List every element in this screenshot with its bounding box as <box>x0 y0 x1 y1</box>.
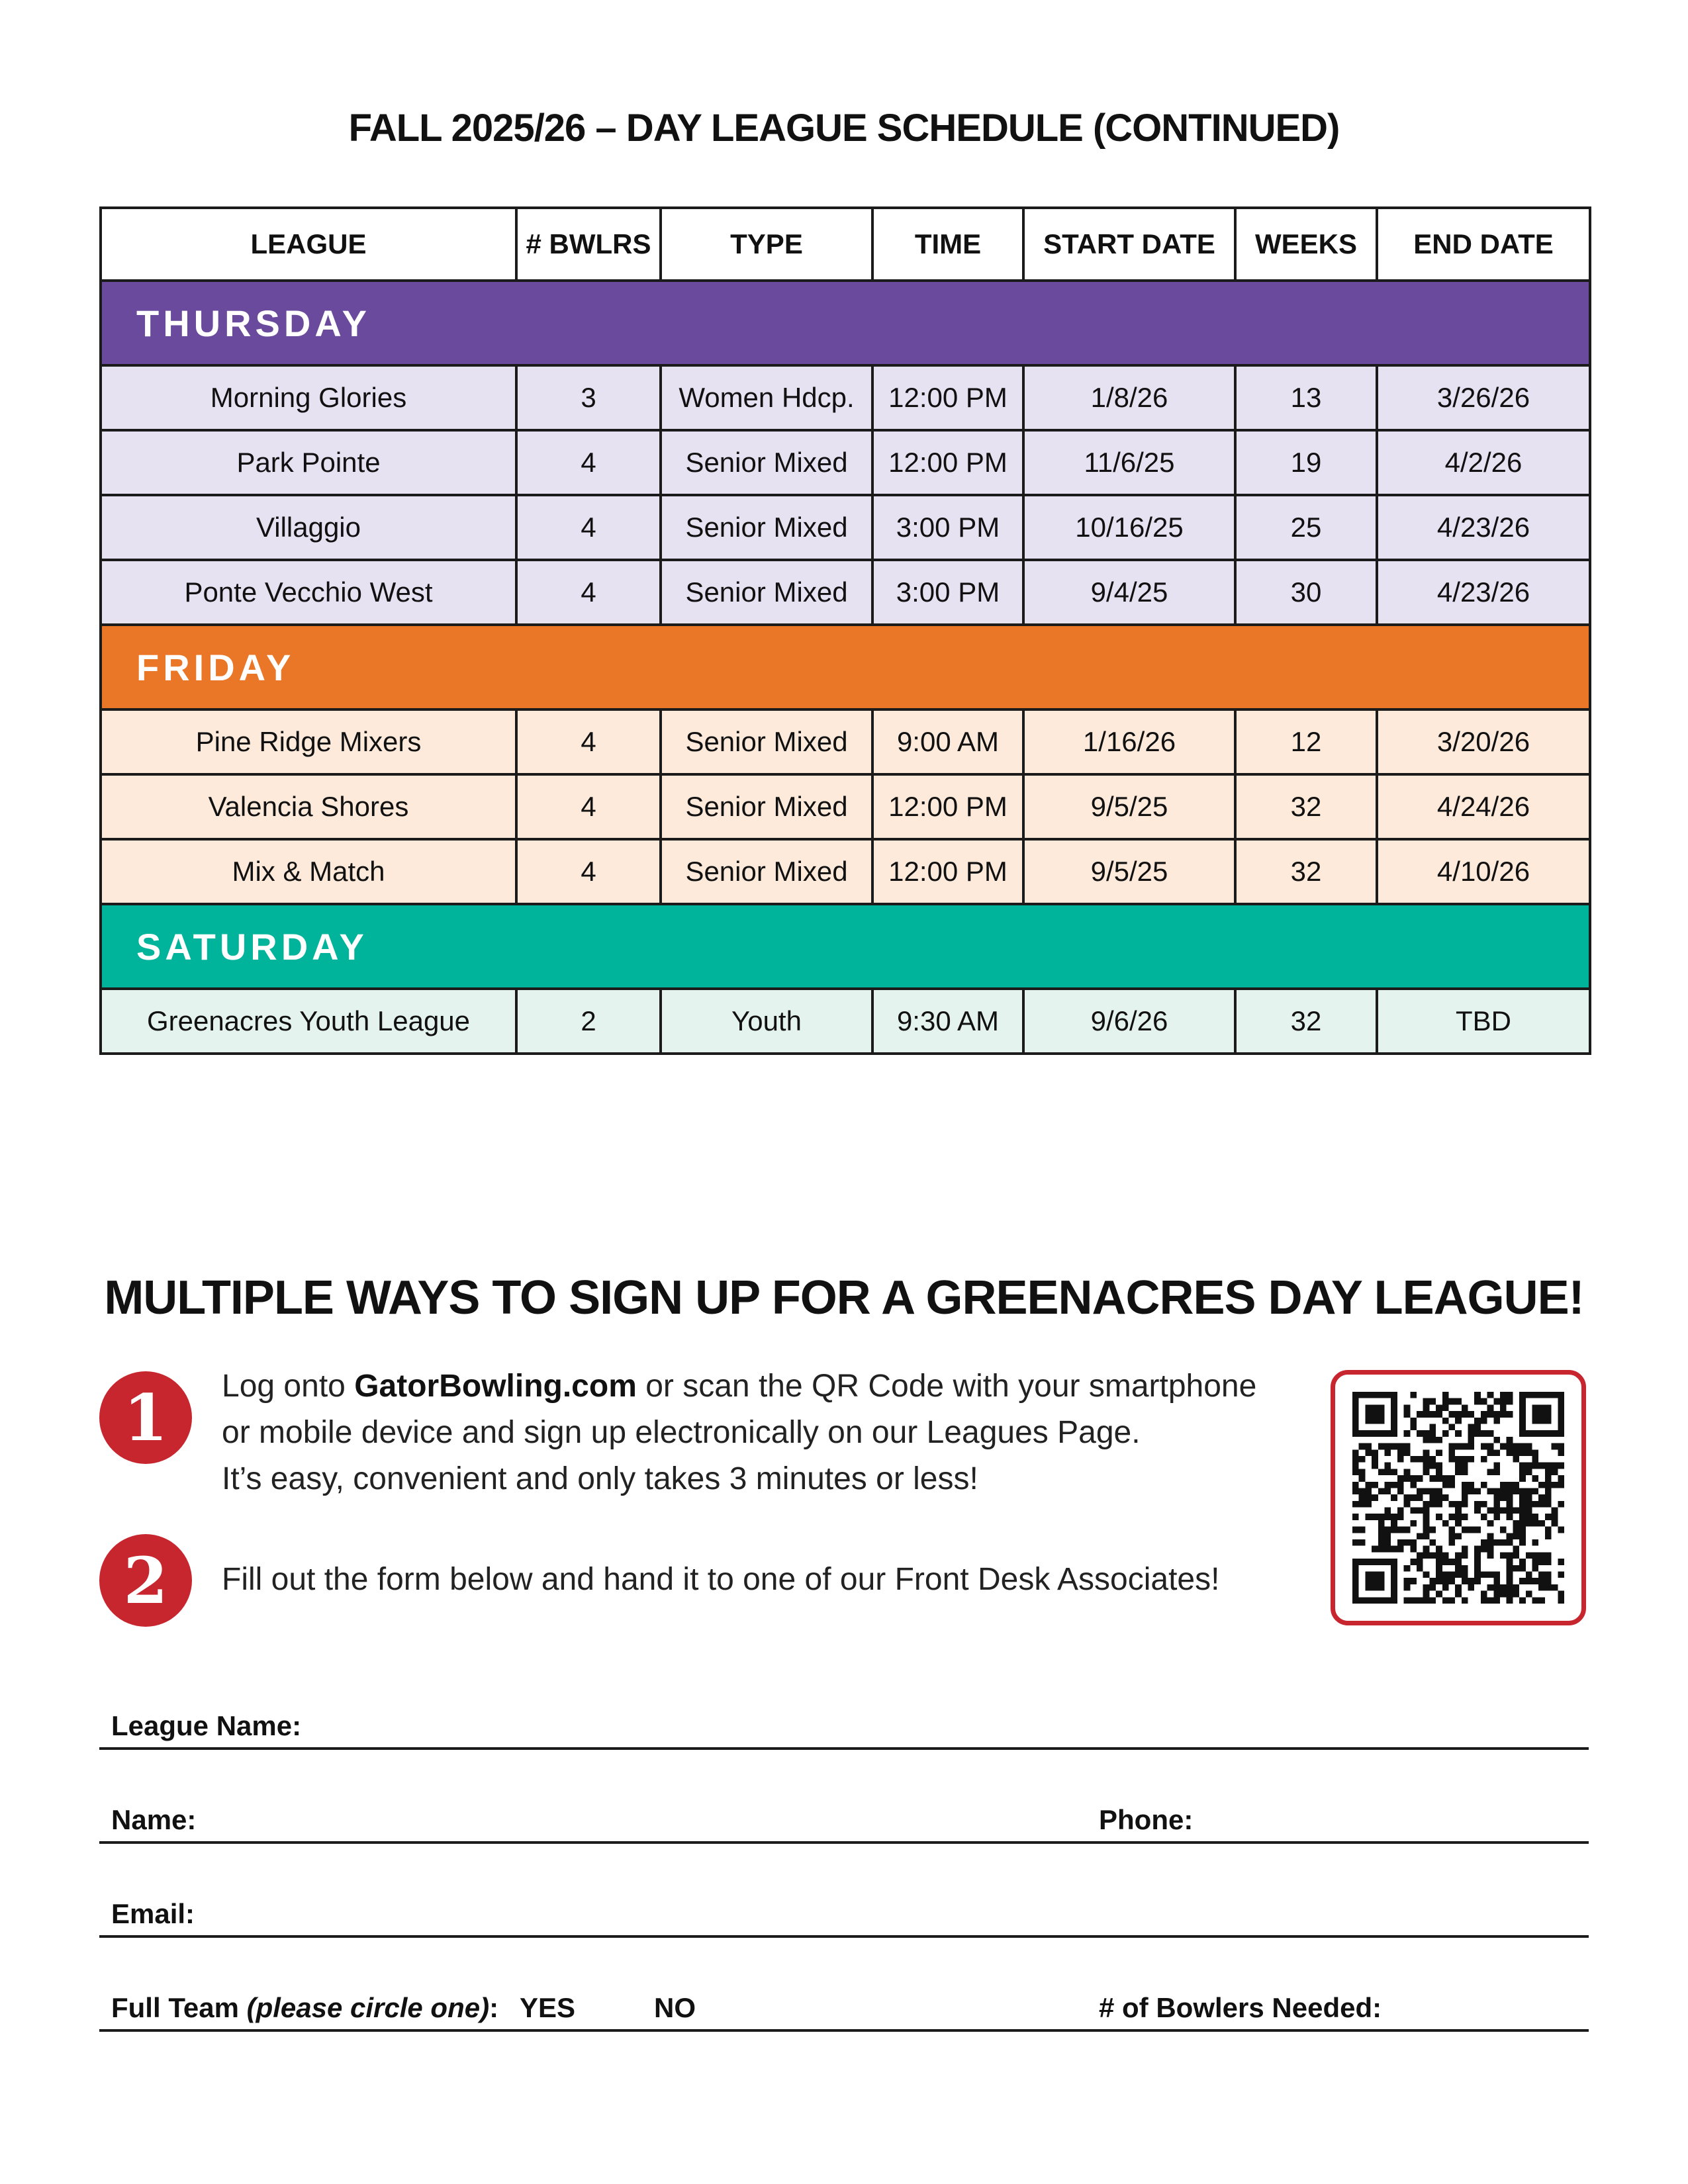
end-date-cell: 4/23/26 <box>1377 495 1590 560</box>
table-row <box>101 365 1590 430</box>
end-date-cell: 4/24/26 <box>1377 774 1590 839</box>
yes-option[interactable]: YES <box>520 1992 576 2023</box>
qr-code-icon <box>1352 1392 1564 1604</box>
bowlers-cell: 4 <box>516 839 661 904</box>
bowlers-cell: 4 <box>516 709 661 774</box>
step-1-text <box>222 1363 1256 1502</box>
end-date-cell: 3/26/26 <box>1377 365 1590 430</box>
col-header-weeks: WEEKS <box>1235 208 1377 281</box>
weeks-cell: 30 <box>1235 560 1377 625</box>
weeks-cell: 32 <box>1235 774 1377 839</box>
qr-code[interactable] <box>1331 1370 1586 1625</box>
end-date-cell: 3/20/26 <box>1377 709 1590 774</box>
bowlers-cell: 4 <box>516 560 661 625</box>
time-cell: 3:00 PM <box>872 560 1023 625</box>
type-cell: Senior Mixed <box>661 839 872 904</box>
type-cell: Senior Mixed <box>661 774 872 839</box>
bowlers-cell: 4 <box>516 774 661 839</box>
col-header-type: TYPE <box>661 208 872 281</box>
league-name-label: League Name: <box>111 1710 302 1741</box>
type-cell: Senior Mixed <box>661 430 872 495</box>
time-cell: 9:00 AM <box>872 709 1023 774</box>
table-header-row <box>101 208 1590 281</box>
league-name-cell: Park Pointe <box>101 430 516 495</box>
no-option[interactable]: NO <box>654 1992 696 2023</box>
step-2-badge: 2 <box>99 1534 192 1627</box>
table-row <box>101 839 1590 904</box>
weeks-cell: 32 <box>1235 839 1377 904</box>
section-header-friday <box>101 625 1590 709</box>
step-1-line-2: or mobile device and sign up electronically on our Leagues Page. <box>222 1415 1141 1450</box>
email-field[interactable] <box>99 1935 1589 1938</box>
full-team-label: Full Team (please circle one): <box>111 1992 499 2023</box>
type-cell: Youth <box>661 989 872 1054</box>
start-date-cell: 9/4/25 <box>1023 560 1235 625</box>
step-1-line-1: Log onto GatorBowling.com or scan the QR Code with your smartphone <box>222 1369 1257 1404</box>
type-cell: Senior Mixed <box>661 495 872 560</box>
day-label: FRIDAY <box>101 625 1590 709</box>
phone-label: Phone: <box>1099 1804 1194 1835</box>
weeks-cell: 32 <box>1235 989 1377 1054</box>
league-schedule-table <box>99 206 1591 1055</box>
league-name-cell: Pine Ridge Mixers <box>101 709 516 774</box>
table-row <box>101 430 1590 495</box>
weeks-cell: 25 <box>1235 495 1377 560</box>
bowlers-needed-label: # of Bowlers Needed: <box>1099 1992 1382 2023</box>
league-name-cell: Valencia Shores <box>101 774 516 839</box>
bowlers-cell: 4 <box>516 430 661 495</box>
end-date-cell: 4/2/26 <box>1377 430 1590 495</box>
col-header-league: LEAGUE <box>101 208 516 281</box>
name-phone-field[interactable] <box>99 1841 1589 1844</box>
website-link[interactable]: GatorBowling.com <box>354 1369 637 1404</box>
table-row <box>101 560 1590 625</box>
end-date-cell: 4/10/26 <box>1377 839 1590 904</box>
time-cell: 9:30 AM <box>872 989 1023 1054</box>
time-cell: 12:00 PM <box>872 365 1023 430</box>
weeks-cell: 19 <box>1235 430 1377 495</box>
day-label: THURSDAY <box>101 281 1590 365</box>
league-name-cell: Ponte Vecchio West <box>101 560 516 625</box>
email-label: Email: <box>111 1898 195 1929</box>
step-1-line-3: It’s easy, convenient and only takes 3 minutes or less! <box>222 1461 978 1496</box>
league-name-cell: Morning Glories <box>101 365 516 430</box>
league-name-cell: Greenacres Youth League <box>101 989 516 1054</box>
time-cell: 3:00 PM <box>872 495 1023 560</box>
day-label: SATURDAY <box>101 904 1590 989</box>
bowlers-cell: 4 <box>516 495 661 560</box>
col-header-end-date: END DATE <box>1377 208 1590 281</box>
bowlers-cell: 3 <box>516 365 661 430</box>
weeks-cell: 13 <box>1235 365 1377 430</box>
col-header-time: TIME <box>872 208 1023 281</box>
page-title: FALL 2025/26 – DAY LEAGUE SCHEDULE (CONTINUED) <box>348 107 1340 150</box>
step-2-text: Fill out the form below and hand it to one of our Front Desk Associates! <box>222 1562 1220 1597</box>
time-cell: 12:00 PM <box>872 774 1023 839</box>
name-label: Name: <box>111 1804 197 1835</box>
league-name-cell: Villaggio <box>101 495 516 560</box>
start-date-cell: 9/5/25 <box>1023 774 1235 839</box>
table-row <box>101 709 1590 774</box>
section-header-saturday <box>101 904 1590 989</box>
league-name-field[interactable] <box>99 1747 1589 1750</box>
type-cell: Senior Mixed <box>661 709 872 774</box>
time-cell: 12:00 PM <box>872 839 1023 904</box>
full-team-field[interactable] <box>99 2029 1589 2032</box>
start-date-cell: 9/5/25 <box>1023 839 1235 904</box>
type-cell: Women Hdcp. <box>661 365 872 430</box>
start-date-cell: 10/16/25 <box>1023 495 1235 560</box>
weeks-cell: 12 <box>1235 709 1377 774</box>
start-date-cell: 9/6/26 <box>1023 989 1235 1054</box>
bowlers-cell: 2 <box>516 989 661 1054</box>
start-date-cell: 1/16/26 <box>1023 709 1235 774</box>
table-row <box>101 989 1590 1054</box>
col-header-bowlers: # BWLRS <box>516 208 661 281</box>
league-name-cell: Mix & Match <box>101 839 516 904</box>
col-header-start-date: START DATE <box>1023 208 1235 281</box>
start-date-cell: 11/6/25 <box>1023 430 1235 495</box>
type-cell: Senior Mixed <box>661 560 872 625</box>
step-1-badge: 1 <box>99 1371 192 1464</box>
start-date-cell: 1/8/26 <box>1023 365 1235 430</box>
table-row <box>101 774 1590 839</box>
end-date-cell: TBD <box>1377 989 1590 1054</box>
time-cell: 12:00 PM <box>872 430 1023 495</box>
signup-heading: MULTIPLE WAYS TO SIGN UP FOR A GREENACRES DAY LEAGUE! <box>104 1271 1584 1324</box>
table-row <box>101 495 1590 560</box>
section-header-thursday <box>101 281 1590 365</box>
end-date-cell: 4/23/26 <box>1377 560 1590 625</box>
